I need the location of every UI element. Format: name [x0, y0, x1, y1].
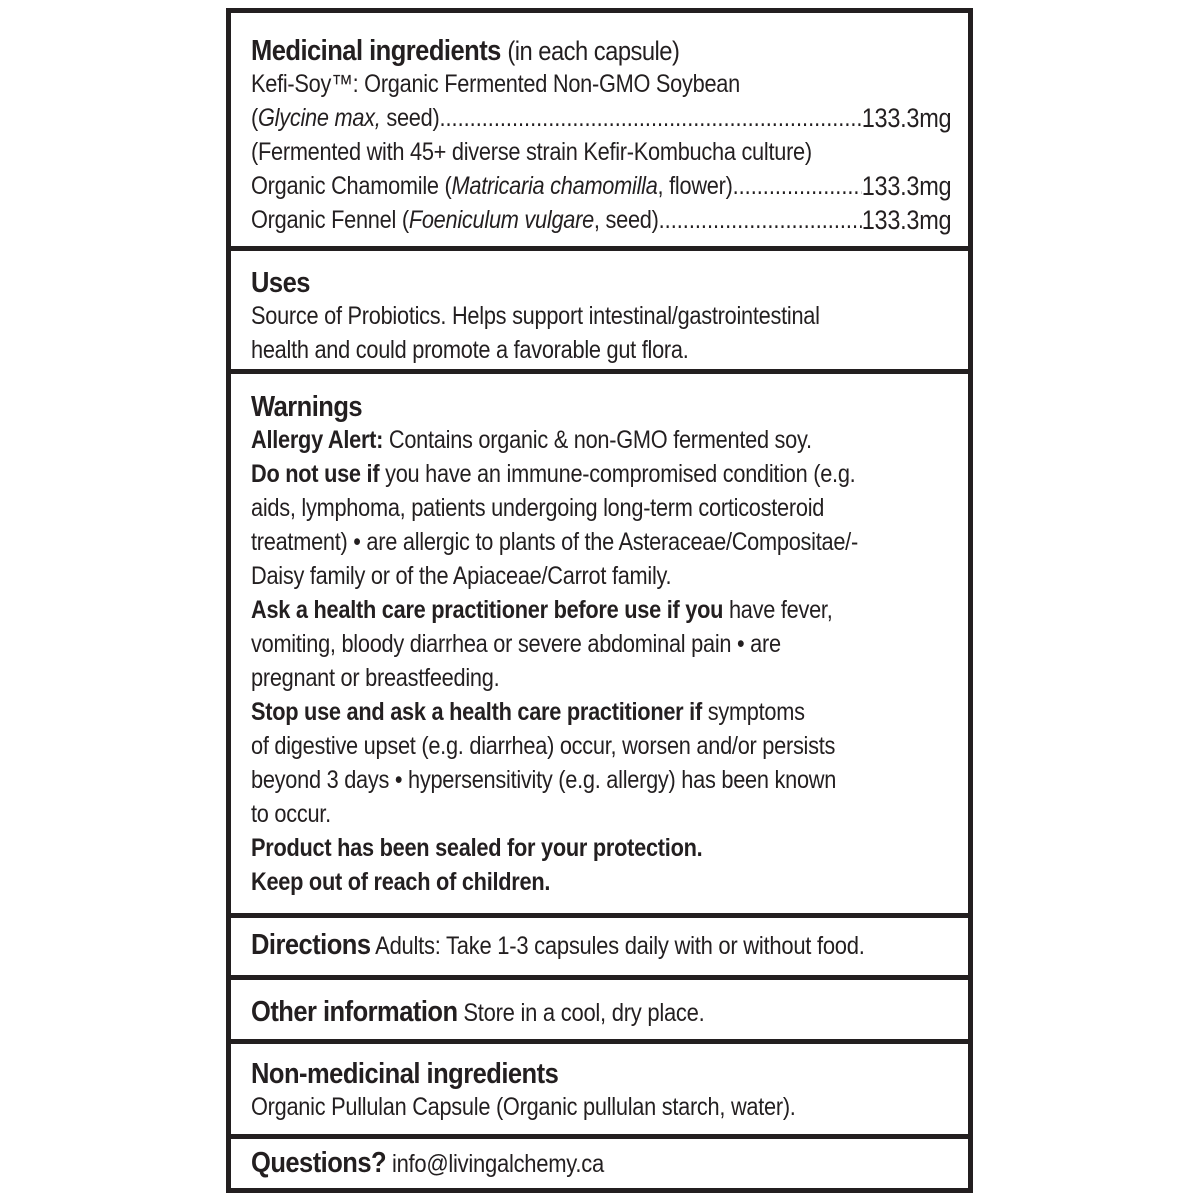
medicinal-ingredients-heading: Medicinal ingredients (in each capsule) [251, 35, 680, 67]
section-divider [231, 913, 968, 918]
non-medicinal-section [231, 1058, 968, 1124]
non-medicinal-heading: Non-medicinal ingredients [251, 1058, 559, 1090]
ingredient-amount: 133.3mg [861, 103, 952, 133]
stop-use-line: to occur. [251, 800, 331, 828]
section-divider [231, 975, 968, 980]
uses-heading: Uses [251, 267, 310, 299]
product-label-panel [226, 8, 973, 1193]
non-medicinal-text: Organic Pullulan Capsule (Organic pullulan starch, water). [251, 1093, 796, 1121]
section-divider [231, 369, 968, 374]
questions-section [231, 1147, 968, 1180]
kefi-soy-name: Kefi-Soy™: Organic Fermented Non-GMO Soybean [251, 70, 740, 98]
other-information-text: Store in a cool, dry place. [457, 999, 705, 1027]
ingredient-row-chamomile: Organic Chamomile (Matricaria chamomilla, flower) ..... 133.3mg [251, 169, 951, 203]
sealed-notice: Product has been sealed for your protection. [251, 834, 703, 862]
uses-text-line: health and could promote a favorable gut flora. [251, 336, 689, 364]
warnings-heading: Warnings [251, 391, 363, 423]
ingredient-amount: 133.3mg [861, 171, 952, 201]
directions-section [231, 929, 968, 962]
section-divider [231, 1134, 968, 1139]
ask-before-line: Ask a health care practitioner before use if you have fever, [251, 596, 833, 624]
ingredient-row-kefi-soy: (Glycine max, seed) ..... 133.3mg [251, 101, 951, 135]
uses-text-line: Source of Probiotics. Helps support intestinal/gastrointestinal [251, 302, 820, 330]
do-not-use-line: Do not use if you have an immune-compromised condition (e.g. [251, 460, 856, 488]
ask-before-line: pregnant or breastfeeding. [251, 664, 500, 692]
stop-use-line: beyond 3 days • hypersensitivity (e.g. allergy) has been known [251, 766, 837, 794]
stop-use-line: of digestive upset (e.g. diarrhea) occur, worsen and/or persists [251, 732, 836, 760]
ingredient-amount: 133.3mg [861, 205, 952, 235]
warnings-section [231, 391, 968, 899]
directions-heading: Directions Adults: Take 1-3 capsules daily with or without food. [251, 929, 865, 961]
section-divider [231, 246, 968, 251]
questions-heading: Questions? info@livingalchemy.ca [251, 1147, 604, 1179]
do-not-use-line: treatment) • are allergic to plants of the Asteraceae/Compositae/- [251, 528, 858, 556]
directions-text: Adults: Take 1-3 capsules daily with or without food. [370, 932, 865, 960]
dot-leader [659, 203, 862, 237]
medicinal-ingredients-section [231, 35, 968, 237]
kefi-soy-note: (Fermented with 45+ diverse strain Kefir-Kombucha culture) [251, 138, 812, 166]
children-notice: Keep out of reach of children. [251, 868, 551, 896]
uses-section [231, 267, 968, 367]
stop-use-line: Stop use and ask a health care practitioner if symptoms [251, 698, 805, 726]
allergy-alert: Allergy Alert: Contains organic & non-GMO fermented soy. [251, 426, 812, 454]
do-not-use-line: aids, lymphoma, patients undergoing long-term corticosteroid [251, 494, 825, 522]
do-not-use-line: Daisy family or of the Apiaceae/Carrot family. [251, 562, 672, 590]
other-information-section [231, 996, 968, 1029]
contact-email: info@livingalchemy.ca [386, 1150, 604, 1178]
ingredient-row-fennel: Organic Fennel (Foeniculum vulgare, seed) ..... 133.3mg [251, 203, 951, 237]
dot-leader [733, 169, 862, 203]
section-divider [231, 1039, 968, 1044]
ask-before-line: vomiting, bloody diarrhea or severe abdominal pain • are [251, 630, 781, 658]
other-information-heading: Other information Store in a cool, dry place. [251, 996, 705, 1028]
dot-leader [439, 101, 861, 135]
